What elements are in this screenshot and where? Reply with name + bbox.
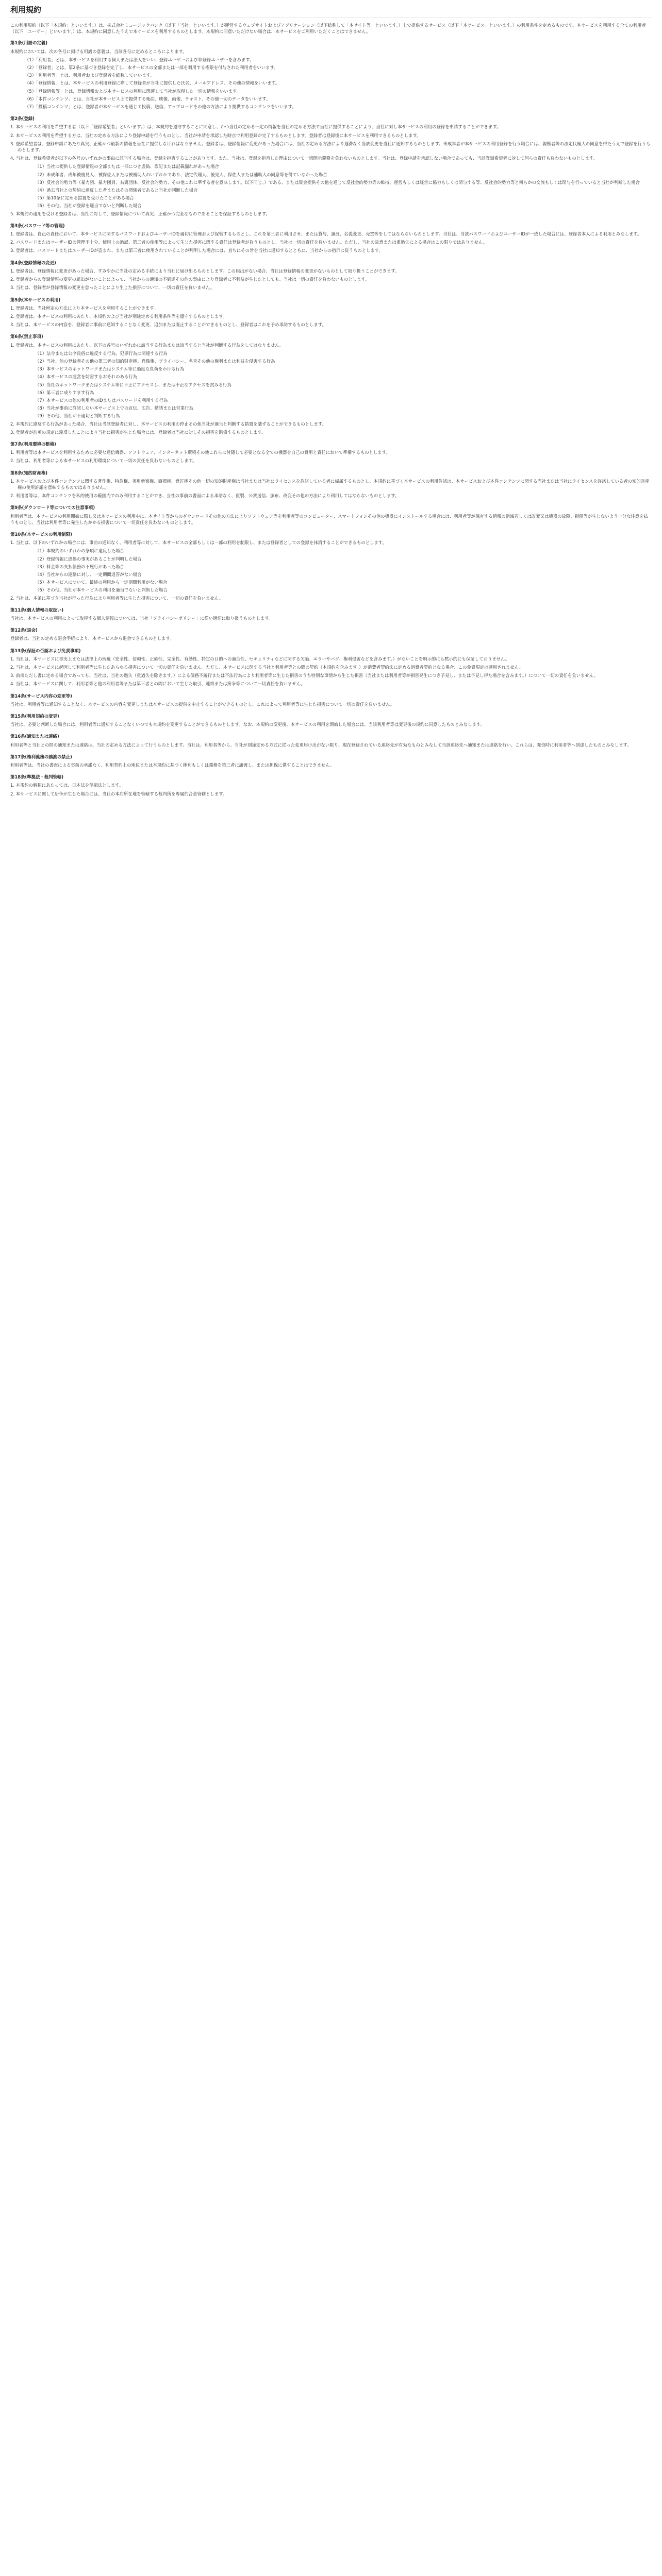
article-title: 第11条(個人情報の取扱い) xyxy=(10,607,64,613)
article-section xyxy=(10,115,652,217)
article-subitem: （5）第10条に定める措置を受けたことがある場合 xyxy=(35,195,134,201)
article-para: 利用者等は、当社の書面による事前の承諾なく、利用契約上の地位または本規約に基づく権利もしくは義務を第三者に譲渡し、または担保に供することはできません。 xyxy=(10,762,335,768)
article-subitem: （2）当社、他の登録者その他の第三者の知的財産権、肖像権、プライバシー、名誉その他の権利または利益を侵害する行為 xyxy=(35,358,275,364)
article-subitem: （5）当社のネットワークまたはシステム等に不正にアクセスし、または不正なアクセスを試みる行為 xyxy=(35,382,231,387)
article-subitem: （2）未成年者、成年被後見人、被保佐人または被補助人のいずれかであり、法定代理人、後見人、保佐人または補助人の同意等を得ていなかった場合 xyxy=(35,172,327,177)
article-subitem: （3）本サービスのネットワークまたはシステム等に過度な負荷をかける行為 xyxy=(35,366,185,372)
article-title: 第3条(パスワード等の管理) xyxy=(10,223,65,228)
article-clause: 2. 本規約に違反する行為があった場合、当社は当該登録者に対し、本サービスの利用の停止その他当社が適当と判断する措置を講ずることができるものとします。 xyxy=(10,421,326,427)
article-clause: 2. 利用者等は、本件コンテンツを私的使用の範囲内でのみ利用することができ、当社の事前の書面による承諾なく、複製、公衆送信、頒布、改変その他の方法により利用してはならないものとします。 xyxy=(10,493,400,499)
article-section xyxy=(10,441,652,464)
article-section xyxy=(10,531,652,601)
article-section xyxy=(10,733,652,748)
article-clause: 1. 利用者等は本サービスを利用するために必要な通信機器、ソフトウェア、インターネット環境その他これらに付随して必要となる全ての機器を自己の費用と責任において準備するものとします。 xyxy=(10,450,390,455)
article-title: 第1条(用語の定義) xyxy=(10,40,48,46)
article-subitem: （1）当社に提供した登録情報の全部または一部につき虚偽、誤記または記載漏れがあった場合 xyxy=(35,164,219,170)
article-clause: 3. 登録者は、パスワードまたはユーザーIDが盗まれ、または第三者に使用されていることが判明した場合には、直ちにその旨を当社に通知するとともに、当社からの指示に従うものとします。 xyxy=(10,248,383,253)
article-para: 利用者等は、本サービスの利用開始に際し又は本サービスの利用中に、本サイト等からのダウンロードその他の方法によりソフトウェア等を利用者等のコンピューター、スマートフォンその他の機器にインストールする場合には、利用者等が保有する情報の消滅若しくは改変又は機器の故障、損傷等が生じないよう十分な注意を払うものとし、当社は利用者等に発生したかかる損害について一切責任を負わないものとします。 xyxy=(10,513,648,525)
article-title: 第10条(本サービスの利用制限) xyxy=(10,531,72,537)
article-section xyxy=(10,754,652,768)
article-clause: 2. 当社は、利用者等による本サービスの利用環境について一切の責任を負わないものとします。 xyxy=(10,458,197,464)
article-section xyxy=(10,297,652,328)
article-section xyxy=(10,693,652,707)
article-title: 第5条(本サービスの利用) xyxy=(10,297,61,302)
article-title: 第2条(登録) xyxy=(10,116,35,122)
article-clause: 2. 本サービスに関して紛争が生じた場合には、当社の本店所在地を管轄する裁判所を専属的合意管轄とします。 xyxy=(10,791,227,796)
article-clause: 2. 登録者からの登録情報の変更の届出がないことによって、当社からの通知の不到達その他の事由により登録者に不利益が生じたとしても、当社は一切の責任を負わないものとします。 xyxy=(10,277,370,282)
article-clause: 1. 当社は、以下のいずれかの場合には、事前の通知なく、利用者等に対して、本サービスの全部もしくは一部の利用を制限し、または登録者としての登録を抹消することができるものとします。 xyxy=(10,540,387,546)
article-title: 第13条(保証の否認および免責事項) xyxy=(10,648,81,653)
article-item: （5）「登録情報等」とは、登録情報および本サービスの利用に関連して当社が取得した一切の情報をいいます。 xyxy=(25,88,241,94)
article-item: （7）「投稿コンテンツ」とは、登録者が本サービスを通じて投稿、送信、アップロードその他の方法により提供するコンテンツをいいます。 xyxy=(25,104,296,110)
article-section xyxy=(10,333,652,435)
article-title: 第14条(サービス内容の変更等) xyxy=(10,693,72,699)
article-section xyxy=(10,648,652,687)
article-section xyxy=(10,223,652,254)
article-para: 本規約においては、次の各号に掲げる用語の意義は、当該各号に定めるところによります。 xyxy=(10,48,187,54)
article-clause: 2. 本サービスの利用を希望する方は、当社の定める方法により登録申請を行うものとし、当社が申請を承認した時点で利用登録が完了するものとします。登録者は登録後に本サービスを利用できるものとします。 xyxy=(10,132,421,138)
article-para: 当社は、必要と判断した場合には、利用者等に通知することなくいつでも本規約を変更することができるものとします。なお、本規約の変更後、本サービスの利用を開始した場合には、当該利用者等は変更後の規約に同意したものとみなします。 xyxy=(10,722,485,727)
article-clause: 4. 当社は、本サービスに関して、利用者等と他の利用者等または第三者との間において生じた取引、連絡または紛争等について一切責任を負いません。 xyxy=(10,681,305,687)
article-clause: 2. 当社は、本サービスに起因して利用者等に生じたあらゆる損害について一切の責任を負いません。ただし、本サービスに関する当社と利用者等との間の契約（本規約を含みます。）が消費者契約法に定める消費者契約となる場合、この免責規定は適用されません。 xyxy=(10,665,523,670)
article-clause: 3. 当社は、本サービスの内容を、登録者に事前に通知することなく変更、追加または廃止することができるものとし、登録者はこれを予め承諾するものとします。 xyxy=(10,322,326,328)
article-clause: 3. 登録希望者は、登録申請にあたり真実、正確かつ最新の情報を当社に提供しなければなりません。登録者は、登録情報に変更があった場合には、当社の定める方法により遅滞なく当該変更を当社に通知するものとします。未成年者が本サービスの利用登録を行う場合には、親権者等の法定代理人の同意を得たうえで登録を行うものとします。 xyxy=(10,141,651,153)
article-item: （1）「利用者」とは、本サービスを利用する個人または法人をいい、登録ユーザーおよび非登録ユーザーを含みます。 xyxy=(25,57,254,62)
article-subitem: （4）本サービスの運営を妨害するおそれのある行為 xyxy=(35,374,137,380)
article-item: （3）「利用者等」とは、利用者および登録者を総称していいます。 xyxy=(25,73,155,78)
article-para: 当社は、利用者等に通知することなく、本サービスの内容を変更しまたは本サービスの提供を中止することができるものとし、これによって利用者等に生じた損害について一切の責任を負いません。 xyxy=(10,701,395,707)
article-section xyxy=(10,713,652,727)
intro-paragraph: この利用規約（以下「本規約」といいます。）は、株式会社ミュージックバンク（以下「当社」といいます。）が運営するウェブサイトおよびアプリケーション（以下総称して「本サイト等」といいます。）上で提供するサービス（以下「本サービス」といいます。）の利用条件を定めるものです。本サービスを利用する全ての利用者（以下「ユーザー」といいます。）は、本規約に同意したうえで本サービスを利用するものとします。本規約に同意いただけない場合は、本サービスをご利用いただくことはできません。 xyxy=(10,23,646,35)
article-clause: 1. 登録者は、本サービスの利用にあたり、以下の各号のいずれかに該当する行為または該当すると当社が判断する行為をしてはなりません。 xyxy=(10,342,284,348)
article-clause: 1. 本サービスおよび本件コンテンツに関する著作権、特許権、実用新案権、商標権、意匠権その他一切の知的財産権は当社または当社にライセンスを許諾している者に帰属するものとし、本規約に基づく本サービスの利用許諾は、本サービスおよび本件コンテンツに関する当社または当社にライセンスを許諾している者の知的財産権の使用許諾を意味するものではありません。 xyxy=(10,478,650,490)
article-subitem: （9）その他、当社が不適切と判断する行為 xyxy=(35,413,120,419)
article-subitem: （4）当社からの連絡に対し、一定期間返答がない場合 xyxy=(35,572,142,577)
article-title: 第16条(通知または連絡) xyxy=(10,734,59,739)
article-subitem: （5）本サービスについて、最終の利用から一定期間利用がない場合 xyxy=(35,580,168,585)
article-subitem: （4）過去当社との契約に違反した者またはその関係者であると当社が判断した場合 xyxy=(35,188,198,193)
article-section xyxy=(10,607,652,621)
article-para: 登録者は、当社の定める退会手続により、本サービスから退会できるものとします。 xyxy=(10,636,174,641)
article-title: 第6条(禁止事項) xyxy=(10,334,43,340)
article-subitem: （6）その他、当社が本サービスの利用を適当でないと判断した場合 xyxy=(35,587,168,593)
article-title: 第4条(登録情報の変更) xyxy=(10,260,56,265)
article-para: 利用者等と当社との間の通知または連絡は、当社の定める方法によって行うものとします。当社は、利用者等から、当社が別途定める方式に従った変更届け出がない限り、現在登録されている連絡先が有効なものとみなして当該連絡先へ通知または連絡を行い、これらは、発信時に利用者等へ到達したものとみなします。 xyxy=(10,742,632,748)
page-title: 利用規約 xyxy=(10,4,652,18)
article-clause: 2. 登録者は、本サービスの利用にあたり、本規約および当社が別途定める利用条件等を遵守するものとします。 xyxy=(10,313,227,319)
article-section xyxy=(10,470,652,499)
article-title: 第9条(ダウンロード等についての注意事項) xyxy=(10,505,95,511)
article-title: 第15条(利用規約の変更) xyxy=(10,714,59,719)
article-section xyxy=(10,627,652,641)
article-clause: 1. 登録者は、当社所定の方法により本サービスを利用することができます。 xyxy=(10,305,158,311)
article-clause: 1. 登録者は、登録情報に変更があった場合、すみやかに当社の定める手続により当社に届け出るものとします。この届出がない場合、当社は登録情報の変更がないものとして取り扱うことができます。 xyxy=(10,268,400,274)
article-clause: 3. 前項ただし書に定める場合であっても、当社は、当社の過失（重過失を除きます。）による債務不履行または不法行為により利用者等に生じた損害のうち特別な事情から生じた損害（当社または利用者等が損害発生につき予見し、または予見し得た場合を含みます。）について一切の責任を負いません。 xyxy=(10,673,598,679)
article-clause: 1. 本サービスの利用を希望する者（以下「登録希望者」といいます。）は、本規約を遵守することに同意し、かつ当社の定める一定の情報を当社の定める方法で当社に提供することにより、当社に対し本サービスの利用の登録を申請することができます。 xyxy=(10,124,501,130)
article-subitem: （2）登録情報に虚偽の事実があることが判明した場合 xyxy=(35,556,142,562)
article-subitem: （3）料金等の支払債務の不履行があった場合 xyxy=(35,564,124,569)
article-title: 第8条(知的財産権) xyxy=(10,470,48,476)
article-clause: 2. パスワードまたはユーザーIDの管理不十分、使用上の過誤、第三者の使用等によって生じた損害に関する責任は登録者が負うものとし、当社は一切の責任を負いません。ただし、当社の故意または重過失による場合はこの限りではありません。 xyxy=(10,240,488,245)
articles-container xyxy=(10,40,652,796)
article-clause: 1. 本規約の解釈にあたっては、日本法を準拠法とします。 xyxy=(10,783,124,788)
article-clause: 3. 登録者が前項の規定に違反したことにより当社に損害が生じた場合には、登録者は当社に対しその損害を賠償するものとします。 xyxy=(10,429,266,435)
article-subitem: （1）法令または公序良俗に違反する行為、犯罪行為に関連する行為 xyxy=(35,350,168,356)
terms-page xyxy=(10,0,652,823)
article-clause: 1. 登録者は、自己の責任において、本サービスに関するパスワードおよびユーザーIDを適切に管理および保管するものとし、これを第三者に利用させ、または貸与、譲渡、名義変更、売買等をしてはならないものとします。当社は、当該パスワードおよびユーザーIDが一致した場合には、登録者本人による利用とみなします。 xyxy=(10,231,642,237)
article-clause: 2. 当社は、本条に基づき当社が行った行為により利用者等に生じた損害について、一切の責任を負いません。 xyxy=(10,595,223,601)
article-section xyxy=(10,504,652,526)
article-section xyxy=(10,774,652,797)
article-subitem: （6）その他、当社が登録を適当でないと判断した場合 xyxy=(35,203,142,209)
article-item: （4）「登録情報」とは、本サービスの利用登録に際して登録者が当社に提供した氏名、メールアドレス、その他の情報をいいます。 xyxy=(25,80,280,86)
article-subitem: （1）本規約のいずれかの条項に違反した場合 xyxy=(35,548,124,554)
article-subitem: （8）当社が事前に許諾しない本サービス上での宣伝、広告、勧誘または営業行為 xyxy=(35,405,193,411)
article-item: （6）「本件コンテンツ」とは、当社が本サービス上で提供する楽曲、映像、画像、テキスト、その他一切のデータをいいます。 xyxy=(25,96,271,101)
article-subitem: （7）本サービスの他の利用者のIDまたはパスワードを利用する行為 xyxy=(35,397,168,403)
article-item: （2）「登録者」とは、第2条に基づき登録を完了し、本サービスの全部または一部を利用する権限を付与された利用者をいいます。 xyxy=(25,65,278,71)
article-subitem: （3）反社会的勢力等（暴力団、暴力団員、右翼団体、反社会的勢力、その他これに準ずる者を意味します。以下同じ。）である、または資金提供その他を通じて反社会的勢力等の維持、運営もしくは経営に協力もしくは関与する等、反社会的勢力等と何らかの交流もしくは関与を行っていると当社が判断した場合 xyxy=(35,179,640,185)
article-title: 第18条(準拠法・裁判管轄) xyxy=(10,774,64,780)
article-title: 第17条(権利義務の譲渡の禁止) xyxy=(10,754,72,759)
article-title: 第12条(退会) xyxy=(10,628,38,633)
article-subitem: （6）第三者に成りすます行為 xyxy=(35,389,94,395)
article-clause: 5. 本規約の適用を受ける登録者は、当社に対して、登録情報について真実、正確かつ完全なものであることを保証するものとします。 xyxy=(10,211,270,216)
article-para: 当社は、本サービスの利用によって取得する個人情報については、当社「プライバシーポリシー」に従い適切に取り扱うものとします。 xyxy=(10,616,273,621)
article-title: 第7条(利用環境の整備) xyxy=(10,441,56,447)
article-section xyxy=(10,40,652,110)
article-clause: 3. 当社は、登録者が登録情報の変更を怠ったことにより生じた損害について、一切の責任を負いません。 xyxy=(10,285,215,291)
article-clause: 1. 当社は、本サービスに事実上または法律上の瑕疵（安全性、信頼性、正確性、完全性、有効性、特定の目的への適合性、セキュリティなどに関する欠陥、エラーやバグ、権利侵害などを含みます。）がないことを明示的にも黙示的にも保証しておりません。 xyxy=(10,656,510,662)
article-clause: 4. 当社は、登録希望者が以下の各号のいずれかの事由に該当する場合は、登録を拒否することがあります。また、当社は、登録を拒否した理由について一切開示義務を負わないものとします。当社は、登録申請を承認しない場合であっても、当該登録希望者に対して何らの責任も負わないものとします。 xyxy=(10,156,598,161)
article-section xyxy=(10,260,652,291)
